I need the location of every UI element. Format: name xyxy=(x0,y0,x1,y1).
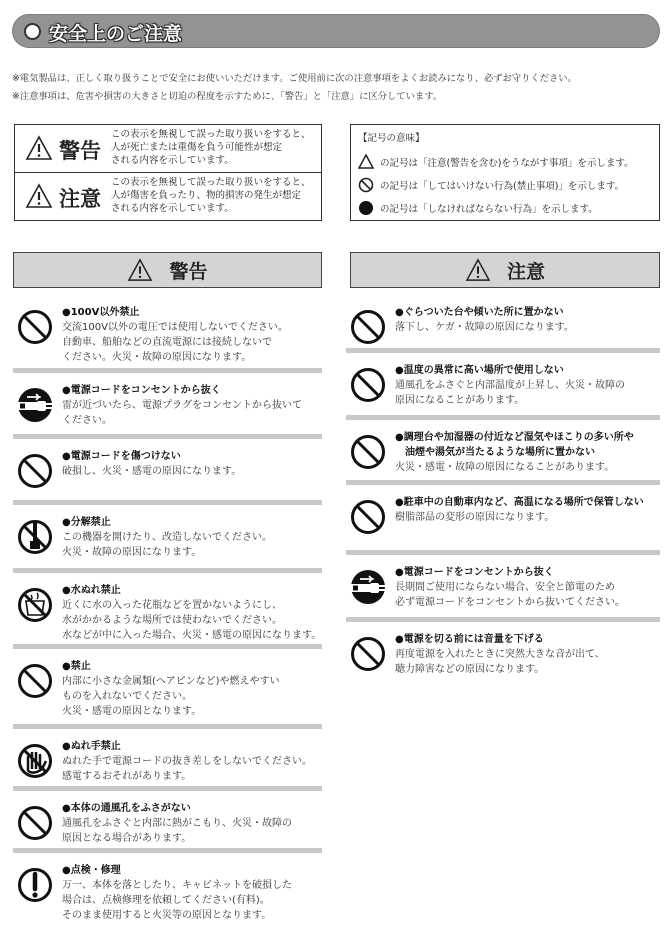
warning-triangle-icon xyxy=(25,183,53,209)
item-text: 通風孔をふさぐと内部温度が上昇し、火災・故障の xyxy=(395,380,625,391)
legend-text: 人が傷害を負ったり、物的損害の発生が想定 xyxy=(111,190,302,201)
item-text: 聴力障害などの原因になります。 xyxy=(395,664,545,675)
list-item xyxy=(13,729,322,791)
item-text: 原因になることがあります。 xyxy=(395,395,525,406)
item-text: ぬれた手で電源コードの抜き差しをしないでください。 xyxy=(62,756,312,767)
item-text: 交流100V以外の電圧では使用しないでください。 xyxy=(62,322,288,333)
legend-caution xyxy=(15,173,321,221)
item-text: 水などが中に入った場合、火災・感電の原因になります。 xyxy=(62,630,322,641)
unplug-icon xyxy=(350,569,386,605)
symbol-legend-title: 【記号の意味】 xyxy=(358,133,425,144)
legend-text: される内容を示しています。 xyxy=(111,203,234,214)
filled-circle-icon xyxy=(358,200,374,216)
no-wet-hands-icon xyxy=(17,743,53,779)
item-text: 原因となる場合があります。 xyxy=(62,833,192,844)
item-text: 感電するおそれがあります。 xyxy=(62,771,192,782)
item-text: そのまま使用すると火災等の原因となります。 xyxy=(62,910,272,921)
item-title: ●ぐらついた台や傾いた所に置かない xyxy=(395,307,564,318)
item-title: ●本体の通風孔をふさがない xyxy=(62,803,191,814)
prohibit-icon xyxy=(17,453,53,489)
symbol-text: の記号は「しなければならない行為」を示します。 xyxy=(380,203,598,215)
item-text: 落下し、ケガ・故障の原因になります。 xyxy=(395,322,574,333)
unplug-icon xyxy=(17,387,53,423)
item-text: ください。火災・故障の原因になります。 xyxy=(62,352,252,363)
item-text: 雷が近づいたら、電源プラグをコンセントから抜いて xyxy=(62,400,302,411)
no-disassembly-icon xyxy=(17,519,53,555)
symbol-text: の記号は「してはいけない行為(禁止事項)」を示します。 xyxy=(380,180,625,192)
item-title: 油煙や湯気が当たるような場所に置かない xyxy=(405,447,595,458)
prohibit-icon xyxy=(350,636,386,672)
item-title: ●分解禁止 xyxy=(62,517,111,528)
legend-text: される内容を示しています。 xyxy=(111,155,234,166)
legend-label: 注意 xyxy=(59,187,101,211)
legend-label: 警告 xyxy=(59,139,101,163)
list-item xyxy=(13,505,322,573)
page-title: 安全上のご注意 xyxy=(49,23,183,45)
prohibit-icon xyxy=(350,434,386,470)
item-title: ●電源コードを傷つけない xyxy=(62,451,181,462)
caution-section-header xyxy=(350,252,660,288)
section-header xyxy=(12,14,660,48)
item-text: この機器を開けたり、改造しないでください。 xyxy=(62,532,272,543)
item-title: ●電源コードをコンセントから抜く xyxy=(62,385,221,396)
item-title: ●点検・修理 xyxy=(62,865,121,876)
prohibit-icon xyxy=(17,663,53,699)
prohibit-icon xyxy=(358,177,374,193)
legend-text: この表示を無視して誤った取り扱いをすると、 xyxy=(111,129,311,140)
triangle-icon xyxy=(358,154,374,169)
item-text: 長期間ご使用にならない場合、安全と節電のため xyxy=(395,582,615,593)
symbol-row xyxy=(358,173,652,196)
item-text: 樹脂部品の変形の原因になります。 xyxy=(395,512,555,523)
list-item xyxy=(13,373,322,439)
legend-text: この表示を無視して誤った取り扱いをすると、 xyxy=(111,177,311,188)
section-title: 注意 xyxy=(506,260,545,283)
item-text: 火災・感電の原因となります。 xyxy=(62,706,202,717)
list-item xyxy=(346,353,660,420)
item-text: ください。 xyxy=(62,415,112,426)
list-item xyxy=(346,622,660,690)
legend-text: 人が死亡または重傷を負う可能性が想定 xyxy=(111,142,283,153)
item-text: 水がかかるような場所では使わないでください。 xyxy=(62,615,282,626)
item-text: 万一、本体を落としたり、キャビネットを破損した xyxy=(62,880,292,891)
warning-triangle-icon xyxy=(465,258,491,282)
item-title: ●水ぬれ禁止 xyxy=(62,585,121,596)
prohibit-icon xyxy=(17,309,53,345)
prohibit-icon xyxy=(350,367,386,403)
list-item xyxy=(13,791,322,853)
symbol-text: の記号は「注意(警告を含む)をうながす事項」を示します。 xyxy=(380,157,634,169)
item-text: 破損し、火災・感電の原因になります。 xyxy=(62,466,242,477)
item-text: ものを入れないでください。 xyxy=(62,691,192,702)
item-title: ●電源コードをコンセントから抜く xyxy=(395,567,554,578)
legend-warning xyxy=(15,125,321,173)
warning-section-header xyxy=(13,252,322,288)
item-text: 内部に小さな金属類(ヘアピンなど)や燃えやすい xyxy=(62,676,280,687)
item-title: ●禁止 xyxy=(62,661,91,672)
symbol-row xyxy=(358,150,652,173)
symbol-row xyxy=(358,196,652,219)
item-text: 再度電源を入れたときに突然大きな音が出て、 xyxy=(395,649,605,660)
warning-list xyxy=(13,295,322,933)
warning-triangle-icon xyxy=(25,135,53,161)
symbol-legend xyxy=(350,124,660,221)
item-title: ●ぬれ手禁止 xyxy=(62,741,121,752)
list-item xyxy=(13,573,322,649)
item-text: 場合は、点検修理を依頼してください(有料)。 xyxy=(62,895,270,906)
item-text: 火災・感電・故障の原因になることがあります。 xyxy=(395,462,615,473)
prohibit-icon xyxy=(17,805,53,841)
intro-note: ※注意事項は、危害や損害の大きさと切迫の程度を示すために、「警告」と「注意」に区分しています。 xyxy=(12,91,443,102)
circle-icon xyxy=(24,23,41,40)
list-item xyxy=(13,439,322,505)
list-item xyxy=(13,649,322,729)
list-item xyxy=(346,485,660,555)
item-text: 通風孔をふさぐと内部に熱がこもり、火災・故障の xyxy=(62,818,292,829)
item-text: 必ず電源コードをコンセントから抜いてください。 xyxy=(395,597,625,608)
list-item xyxy=(13,853,322,933)
list-item xyxy=(346,420,660,485)
list-item xyxy=(13,295,322,373)
list-item xyxy=(346,295,660,353)
no-water-icon xyxy=(17,587,53,623)
prohibit-icon xyxy=(350,499,386,535)
item-title: ●駐車中の自動車内など、高温になる場所で保管しない xyxy=(395,497,644,508)
item-title: ●100V以外禁止 xyxy=(62,307,140,318)
caution-list xyxy=(346,295,660,690)
exclamation-icon xyxy=(17,867,53,903)
item-title: ●調理台や加湿器の付近など湿気やほこりの多い所や xyxy=(395,432,634,443)
list-item xyxy=(346,555,660,622)
severity-legend xyxy=(14,124,322,221)
item-text: 自動車、船舶などの直流電源には接続しないで xyxy=(62,337,272,348)
intro-note: ※電気製品は、正しく取り扱うことで安全にお使いいただけます。ご使用前に次の注意事項をよくお読みになり、必ずお守りください。 xyxy=(12,73,577,84)
prohibit-icon xyxy=(350,309,386,345)
item-text: 近くに水の入った花瓶などを置かないようにし、 xyxy=(62,600,282,611)
item-text: 火災・故障の原因になります。 xyxy=(62,547,202,558)
warning-triangle-icon xyxy=(127,258,153,282)
item-title: ●電源を切る前には音量を下げる xyxy=(395,634,544,645)
item-title: ●温度の異常に高い場所で使用しない xyxy=(395,365,564,376)
section-title: 警告 xyxy=(169,260,208,283)
